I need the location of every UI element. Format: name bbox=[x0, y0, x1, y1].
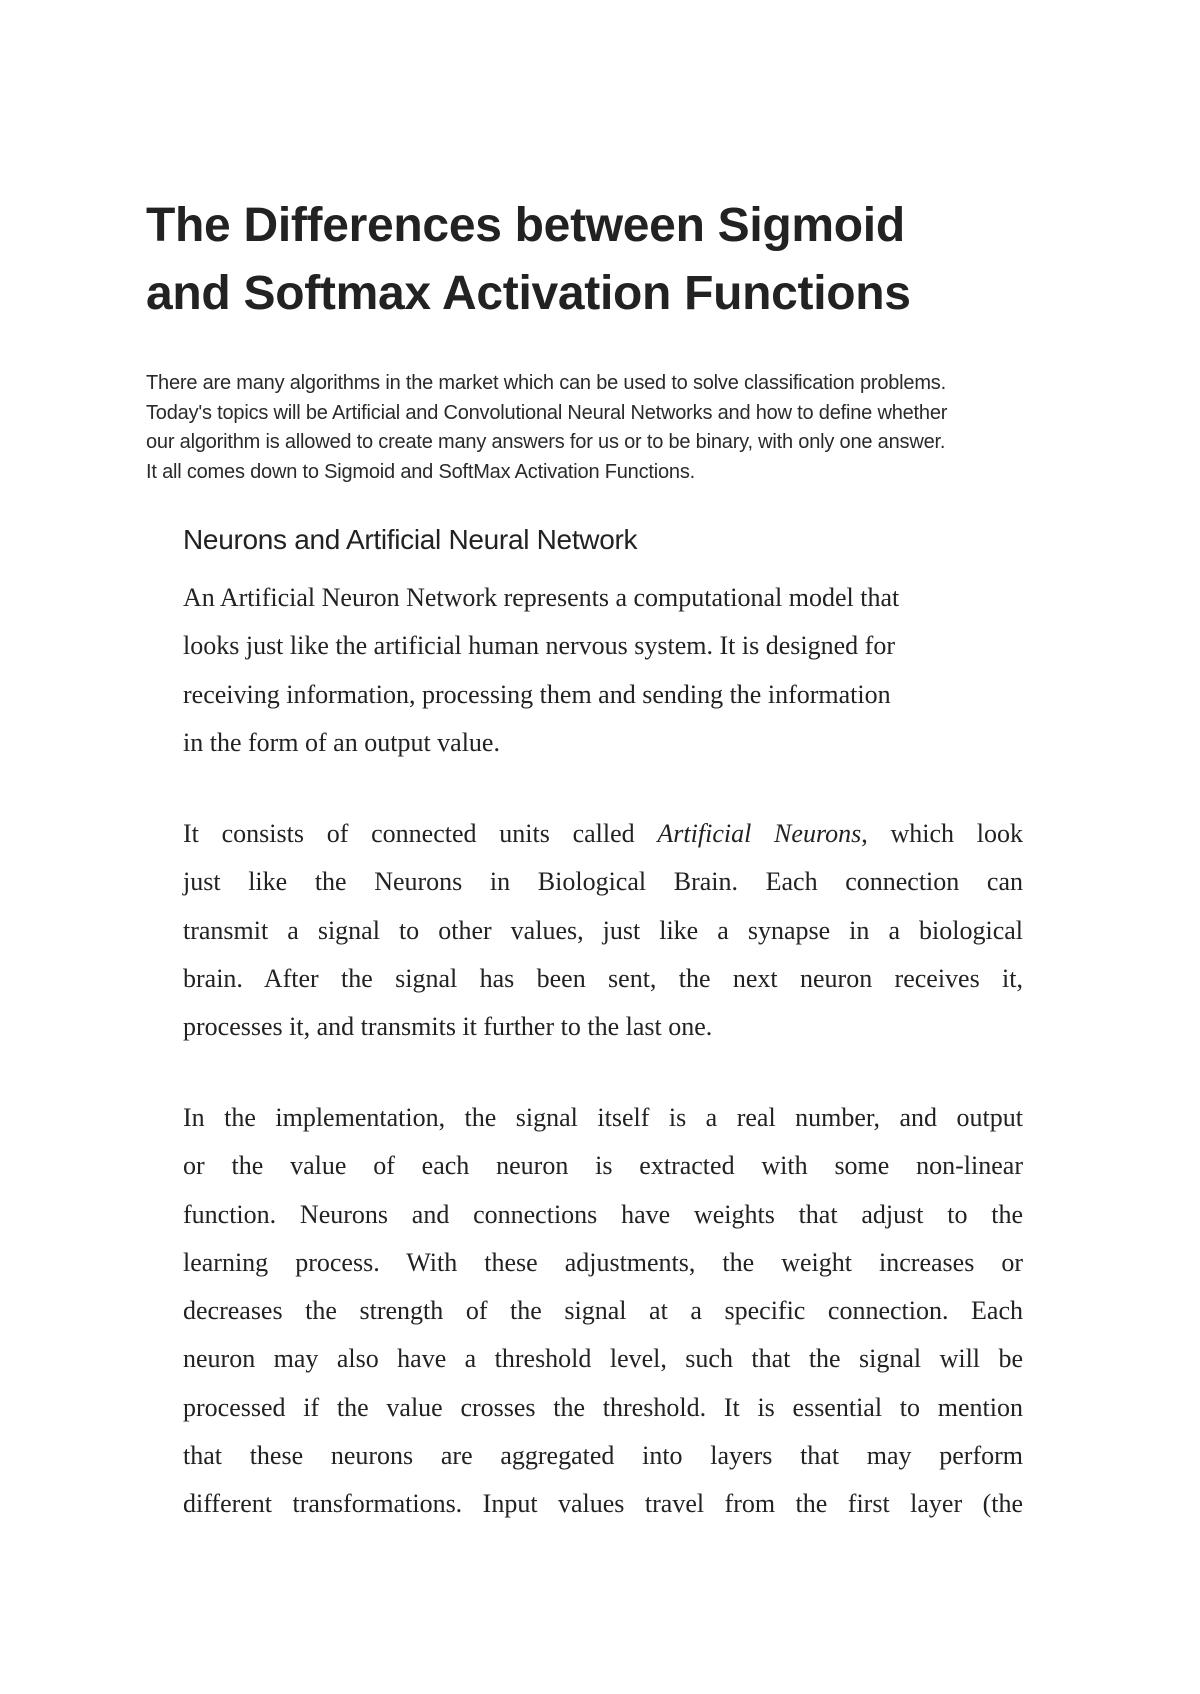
body-paragraph-2 bbox=[183, 810, 1023, 1051]
intro-line: Today's topics will be Artificial and Convolutional Neural Networks and how to define whether bbox=[146, 401, 948, 424]
paragraph-line: just like the Neurons in Biological Brain. Each connection can bbox=[183, 867, 1023, 897]
intro-line: our algorithm is allowed to create many answers for us or to be binary, with only one answer. bbox=[146, 431, 946, 453]
paragraph-line: In the implementation, the signal itself is a real number, and output bbox=[183, 1103, 1023, 1132]
intro-line: It all comes down to Sigmoid and SoftMax Activation Functions. bbox=[146, 460, 695, 483]
section-heading: Neurons and Artificial Neural Network bbox=[183, 524, 638, 555]
paragraph-line: that these neurons are aggregated into layers that may perform bbox=[183, 1441, 1023, 1471]
document-title bbox=[146, 192, 1076, 328]
body-paragraph-3 bbox=[183, 1094, 1023, 1529]
title-line: and Softmax Activation Functions bbox=[146, 267, 911, 320]
paragraph-line: brain. After the signal has been sent, the next neuron receives it, bbox=[183, 963, 1023, 993]
paragraph-line: receiving information, processing them and sending the information bbox=[183, 679, 891, 709]
paragraph-line: neuron may also have a threshold level, such that the signal will be bbox=[183, 1344, 1023, 1374]
paragraph-line: in the form of an output value. bbox=[183, 727, 500, 757]
paragraph-line: different transformations. Input values travel from the first layer (the bbox=[183, 1489, 1023, 1519]
paragraph-line: transmit a signal to other values, just like a synapse in a biological bbox=[183, 915, 1023, 945]
italic-term: Artificial Neurons bbox=[657, 819, 862, 848]
body-paragraph-1 bbox=[183, 574, 1023, 767]
intro-paragraph bbox=[146, 369, 1076, 487]
paragraph-line: processes it, and transmits it further to the last one. bbox=[183, 1012, 713, 1042]
paragraph-line: learning process. With these adjustments, the weight increases or bbox=[183, 1247, 1023, 1277]
paragraph-line: decreases the strength of the signal at a specific connection. Each bbox=[183, 1296, 1023, 1326]
paragraph-line: An Artificial Neuron Network represents a computational model that bbox=[183, 583, 900, 612]
paragraph-line: processed if the value crosses the threshold. It is essential to mention bbox=[183, 1392, 1023, 1422]
line-text: It consists of connected units called bbox=[183, 819, 658, 848]
title-line: The Differences between Sigmoid bbox=[146, 199, 905, 252]
paragraph-line: or the value of each neuron is extracted with some non-linear bbox=[183, 1151, 1023, 1181]
paragraph-line: looks just like the artificial human nervous system. It is designed for bbox=[183, 631, 895, 661]
intro-line: There are many algorithms in the market which can be used to solve classification problems. bbox=[146, 372, 946, 394]
paragraph-line: function. Neurons and connections have weights that adjust to the bbox=[183, 1199, 1023, 1229]
paragraph-line bbox=[183, 810, 1023, 858]
line-text: , which look bbox=[861, 819, 1023, 848]
